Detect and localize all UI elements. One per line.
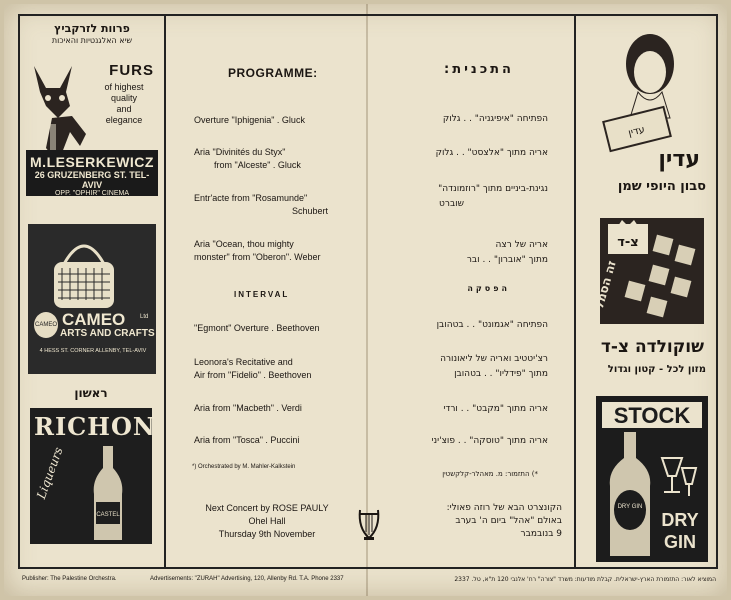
- tagline-line: quality: [110, 93, 137, 103]
- bottle-label: CASTEL: [96, 512, 120, 518]
- orchestration-footnote: *) Orchestrated by M. Mahler-Kalkstein: [192, 464, 296, 470]
- hebrew-programme-item: [437, 318, 548, 333]
- next-concert-line: Ohel Hall: [248, 516, 286, 526]
- hebrew-programme-line: מתוך "פידליו" . . בטהובן: [454, 369, 548, 379]
- hebrew-next-concert-line: באולם "אהל" ביום ה' בערב: [455, 516, 562, 526]
- programme-line: Air from "Fidelio" . Beethoven: [194, 370, 312, 380]
- next-concert-notice: [172, 502, 362, 541]
- footer-hebrew: המוציא לאור: התזמורת הארץ-ישראלית. קבלת מודעות: משרד "צורה" רח' אלנבי 120 ת"א, טל. 2337: [454, 576, 716, 583]
- programme-line: Aria from "Tosca" . Puccini: [194, 435, 300, 445]
- furrier-address: 26 GRUZENBERG ST. TEL-AVIV: [34, 170, 150, 190]
- gin-bottle-icon: [610, 432, 650, 556]
- programme-item: [194, 322, 319, 335]
- footer: [22, 574, 716, 588]
- hebrew-programme-line: נגינת-ביניים מתוך "רוזמונדה": [438, 184, 548, 194]
- gin-bottle-label: DRY GIN: [617, 504, 643, 510]
- hebrew-programme-line: שוברט: [439, 199, 464, 209]
- hebrew-programme-item: [436, 146, 548, 161]
- cameo-ad: [28, 224, 156, 374]
- tzad-slogan: מזון לכל - קטון וגדול: [607, 364, 706, 375]
- stock-title: STOCK: [613, 403, 691, 428]
- stock-ad-artwork: [596, 396, 708, 562]
- programme-title: PROGRAMME:: [228, 66, 318, 80]
- hebrew-orchestration-footnote: *) התזמור: מ. מאהלר-קלקשטין: [442, 470, 538, 478]
- fox-illustration-icon: [26, 62, 90, 162]
- programme-item: [194, 146, 301, 172]
- next-concert-line: Next Concert by ROSE PAULY: [205, 503, 329, 513]
- glasses-icon: [662, 458, 696, 496]
- stock-gin-ad: [596, 396, 708, 562]
- programme-line: Entr'acte from "Rosamunde": [194, 193, 308, 203]
- hebrew-programme-item: [443, 112, 548, 127]
- hebrew-next-concert-line: 9 בנובמבר: [520, 529, 562, 539]
- hebrew-programme-line: אריה מתוך "אלצסט" . . גלוק: [435, 148, 548, 158]
- hebrew-interval-heading: הפסקה: [467, 284, 510, 293]
- hebrew-programme-line: הפתיחה "אגמונט" . . בטהובן: [436, 320, 548, 330]
- cameo-title: CAMEO: [62, 310, 126, 329]
- hebrew-programme-line: אריה מתוך "מקבט" . . ורדי: [443, 404, 548, 414]
- programme-line: Overture "Iphigenia" . Gluck: [194, 115, 305, 125]
- hebrew-programme-item: [440, 352, 548, 382]
- hebrew-next-concert-notice: [402, 502, 562, 541]
- soap-label: עדין: [627, 124, 647, 140]
- programme-line: Schubert: [292, 206, 329, 216]
- tagline-line: and: [116, 104, 132, 114]
- hebrew-programme-line: אריה של רצה: [495, 240, 548, 250]
- hebrew-programme-title: התכנית:: [444, 62, 514, 77]
- programme-item: [194, 192, 328, 218]
- richon-title: RICHON: [34, 412, 156, 441]
- hebrew-programme-item: [431, 434, 548, 449]
- hebrew-programme-item: [467, 238, 548, 268]
- hebrew-next-concert-line: הקונצרט הבא של רוזה פאולי:: [446, 503, 562, 513]
- interval-heading: INTERVAL: [234, 290, 290, 299]
- programme-line: monster" from "Oberon". Weber: [194, 252, 321, 262]
- programme-item: [194, 238, 320, 264]
- tzad-side-text: זה הסמל: [592, 258, 619, 311]
- programme-item: [194, 356, 311, 382]
- left-column-divider: [164, 14, 166, 569]
- programme-line: "Egmont" Overture . Beethoven: [194, 323, 320, 333]
- next-concert-line: Thursday 9th November: [218, 529, 316, 539]
- cameo-logo: CAMEO: [34, 312, 58, 338]
- tzad-chocolate-ad: [592, 206, 712, 380]
- furs-name-box: [26, 150, 158, 196]
- hebrew-programme-item: [443, 402, 548, 417]
- woman-face-icon: [634, 51, 666, 93]
- programme-line: Aria "Divinités du Styx": [194, 147, 286, 157]
- hebrew-programme-line: רצ'יטטיב ואריה של ליאונורה: [440, 354, 548, 364]
- programme-item: [194, 402, 302, 415]
- cameo-address: 4 HESS ST. CORNER ALLENBY, TEL-AVIV: [39, 348, 147, 354]
- furs-hebrew-subtitle: שיא האלגנטיות והאיכות: [51, 36, 133, 45]
- hebrew-programme-line: מתוך "אוברון" . . ובר: [466, 255, 548, 265]
- footer-advertisements: Advertisements: "ZURAH" Advertising, 120, Allenby Rd. T.A. Phone 2337: [150, 576, 344, 582]
- hebrew-programme-item: [438, 182, 548, 212]
- programme-line: Leonora's Recitative and: [194, 357, 293, 367]
- furrier-landmark: OPP. "OPHIR" CINEMA: [54, 190, 130, 197]
- programme-item: [194, 114, 305, 127]
- eden-soap-ad: [592, 22, 712, 198]
- english-programme: [172, 22, 364, 472]
- programme-line: from "Alceste" . Gluck: [214, 160, 301, 170]
- handbag-icon: [44, 234, 124, 312]
- richon-hebrew-title: ראשון: [74, 386, 108, 400]
- eden-slogan: סבון היופי שמן: [617, 179, 706, 194]
- furs-tagline: [92, 82, 156, 126]
- stock-dry: DRY: [661, 510, 699, 530]
- cameo-subtitle: ARTS AND CRAFTS: [60, 328, 155, 339]
- richon-liqueurs: Liqueurs: [34, 445, 66, 501]
- hebrew-programme-line: הפתיחה "איפיגניה" . . גלוק: [442, 114, 548, 124]
- tagline-line: of highest: [104, 82, 144, 92]
- lyre-emblem-icon: [356, 506, 382, 542]
- eden-brand: עדין: [658, 147, 700, 172]
- furs-ad: [24, 22, 160, 212]
- cameo-ltd: Ltd: [140, 314, 149, 320]
- tzad-brand: שוקולדה צ-ד: [600, 337, 704, 357]
- tagline-line: elegance: [105, 115, 143, 125]
- furs-heading: FURS: [109, 62, 154, 79]
- furs-hebrew-title: פרוות לזרקביץ: [54, 22, 130, 35]
- footer-publisher: Publisher: The Palestine Orchestra.: [22, 576, 117, 582]
- furrier-name: M.LESERKEWICZ: [30, 154, 154, 170]
- programme-line: Aria "Ocean, thou mighty: [194, 239, 294, 249]
- tzad-box-label: צ-ד: [617, 235, 639, 250]
- right-column-divider: [574, 14, 576, 569]
- stock-gin: GIN: [663, 532, 697, 552]
- hebrew-programme: [370, 22, 572, 492]
- richon-ad: [28, 386, 154, 546]
- programme-line: Aria from "Macbeth" . Verdi: [194, 403, 302, 413]
- hebrew-programme-line: אריה מתוך "טוסקה" . . פוצ'יני: [431, 436, 548, 446]
- liqueur-bottle-icon: [88, 444, 128, 542]
- richon-panel: [30, 408, 156, 544]
- programme-item: [194, 434, 299, 447]
